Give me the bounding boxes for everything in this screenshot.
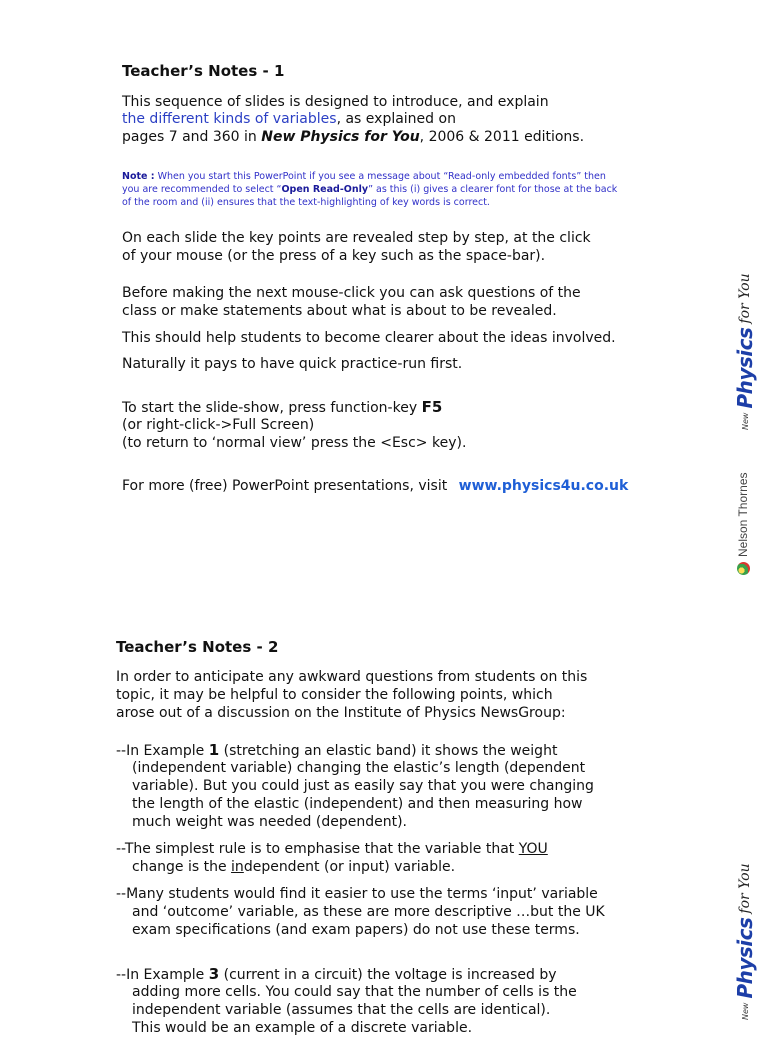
intro-line-2-rest: , as explained on xyxy=(336,111,456,127)
n2-intro-3: arose out of a discussion on the Institute of Physics NewsGroup: xyxy=(116,705,566,721)
ex1-pre: --In Example xyxy=(116,743,209,759)
book-title: New Physics for You xyxy=(261,129,420,145)
ex3-line-3: independent variable (assumes that the cells are identical). xyxy=(132,1002,551,1018)
ex3-pre: --In Example xyxy=(116,967,209,983)
ex3-line-1 xyxy=(116,965,557,984)
open-read-only: Open Read-Only xyxy=(281,184,369,195)
f5-key: F5 xyxy=(421,398,443,416)
ex1-post: (stretching an elastic band) it shows the weight xyxy=(219,743,558,759)
start-line-2: (or right-click->Full Screen) xyxy=(122,417,315,433)
start-line-1 xyxy=(122,398,442,417)
rule-line-2 xyxy=(132,858,455,876)
logo-physics-2: Physics xyxy=(733,917,757,999)
variables-highlight: the different kinds of variables xyxy=(122,111,337,127)
new-physics-for-you-logo-2 xyxy=(725,840,765,1020)
start-line-1-text: To start the slide-show, press function-key xyxy=(122,400,422,416)
logo-new-2: New xyxy=(740,1002,750,1020)
click-line-1: On each slide the key points are revealed step by step, at the click xyxy=(122,230,591,246)
ex1-number: 1 xyxy=(208,741,220,759)
physics4u-link[interactable]: www.physics4u.co.uk xyxy=(458,478,629,494)
notes-1-title: Teacher’s Notes - 1 xyxy=(122,62,285,80)
note-line-3: of the room and (ii) ensures that the text-highlighting of key words is correct. xyxy=(122,197,490,208)
before-line-2: class or make statements about what is about to be revealed. xyxy=(122,303,557,319)
intro-line-3 xyxy=(122,128,584,146)
note-line-1-text: When you start this PowerPoint if you see a message about “Read-only embedded fonts” then xyxy=(154,171,606,182)
rule-l2-pre: change is the xyxy=(132,859,232,875)
logo-new: New xyxy=(740,412,750,430)
publisher-name: Nelson Thornes xyxy=(736,472,750,557)
logo-for-you: for You xyxy=(737,273,753,324)
rule-line-1 xyxy=(116,840,548,858)
click-line-2: of your mouse (or the press of a key such as the space-bar). xyxy=(122,248,546,264)
ex1-line-3: variable). But you could just as easily say that you were changing xyxy=(132,778,594,794)
intro-line-1: This sequence of slides is designed to introduce, and explain xyxy=(122,94,549,110)
n2-intro-2: topic, it may be helpful to consider the following points, which xyxy=(116,687,553,703)
note-line-1 xyxy=(122,170,606,184)
intro-line-3-post: , 2006 & 2011 editions. xyxy=(419,129,585,145)
ex3-line-2: adding more cells. You could say that the number of cells is the xyxy=(132,984,577,1000)
logo-physics: Physics xyxy=(733,327,757,409)
help-line: This should help students to become clearer about the ideas involved. xyxy=(122,330,616,346)
naturally-line: Naturally it pays to have quick practice-run first. xyxy=(122,356,463,372)
rule-you: YOU xyxy=(518,841,548,857)
more-line xyxy=(122,477,628,495)
more-text: For more (free) PowerPoint presentations, visit xyxy=(122,478,448,494)
intro-line-2 xyxy=(122,110,456,128)
many-line-1: --Many students would find it easier to use the terms ‘input’ variable xyxy=(116,886,598,902)
notes-2-title: Teacher’s Notes - 2 xyxy=(116,638,279,656)
note-label: Note : xyxy=(122,171,155,182)
ex3-post: (current in a circuit) the voltage is increased by xyxy=(219,967,557,983)
n2-intro-1: In order to anticipate any awkward questions from students on this xyxy=(116,669,588,685)
rule-l2-post: dependent (or input) variable. xyxy=(243,859,456,875)
note-line-2-pre: you are recommended to select “ xyxy=(122,184,282,195)
many-line-2: and ‘outcome’ variable, as these are more descriptive …but the UK xyxy=(132,904,605,920)
ex1-line-1 xyxy=(116,741,557,760)
nelson-thornes-logo xyxy=(728,455,758,575)
rule-pre: --The simplest rule is to emphasise that the variable that xyxy=(116,841,519,857)
note-line-2 xyxy=(122,183,617,197)
rule-in: in xyxy=(231,859,244,875)
intro-line-3-pre: pages 7 and 360 in xyxy=(122,129,262,145)
logo-for-you-2: for You xyxy=(737,863,753,914)
before-line-1: Before making the next mouse-click you can ask questions of the xyxy=(122,285,581,301)
ex1-line-4: the length of the elastic (independent) and then measuring how xyxy=(132,796,583,812)
ex3-number: 3 xyxy=(208,965,220,983)
ex3-line-4: This would be an example of a discrete variable. xyxy=(132,1020,473,1036)
note-line-2-post: ” as this (i) gives a clearer font for those at the back xyxy=(368,184,618,195)
nelson-thornes-icon xyxy=(737,562,750,575)
new-physics-for-you-logo xyxy=(725,250,765,430)
many-line-3: exam specifications (and exam papers) do not use these terms. xyxy=(132,922,580,938)
ex1-line-5: much weight was needed (dependent). xyxy=(132,814,408,830)
notes-page-2 xyxy=(0,610,768,1036)
start-line-3: (to return to ‘normal view’ press the <Esc> key). xyxy=(122,435,467,451)
ex1-line-2: (independent variable) changing the elastic’s length (dependent xyxy=(132,760,586,776)
